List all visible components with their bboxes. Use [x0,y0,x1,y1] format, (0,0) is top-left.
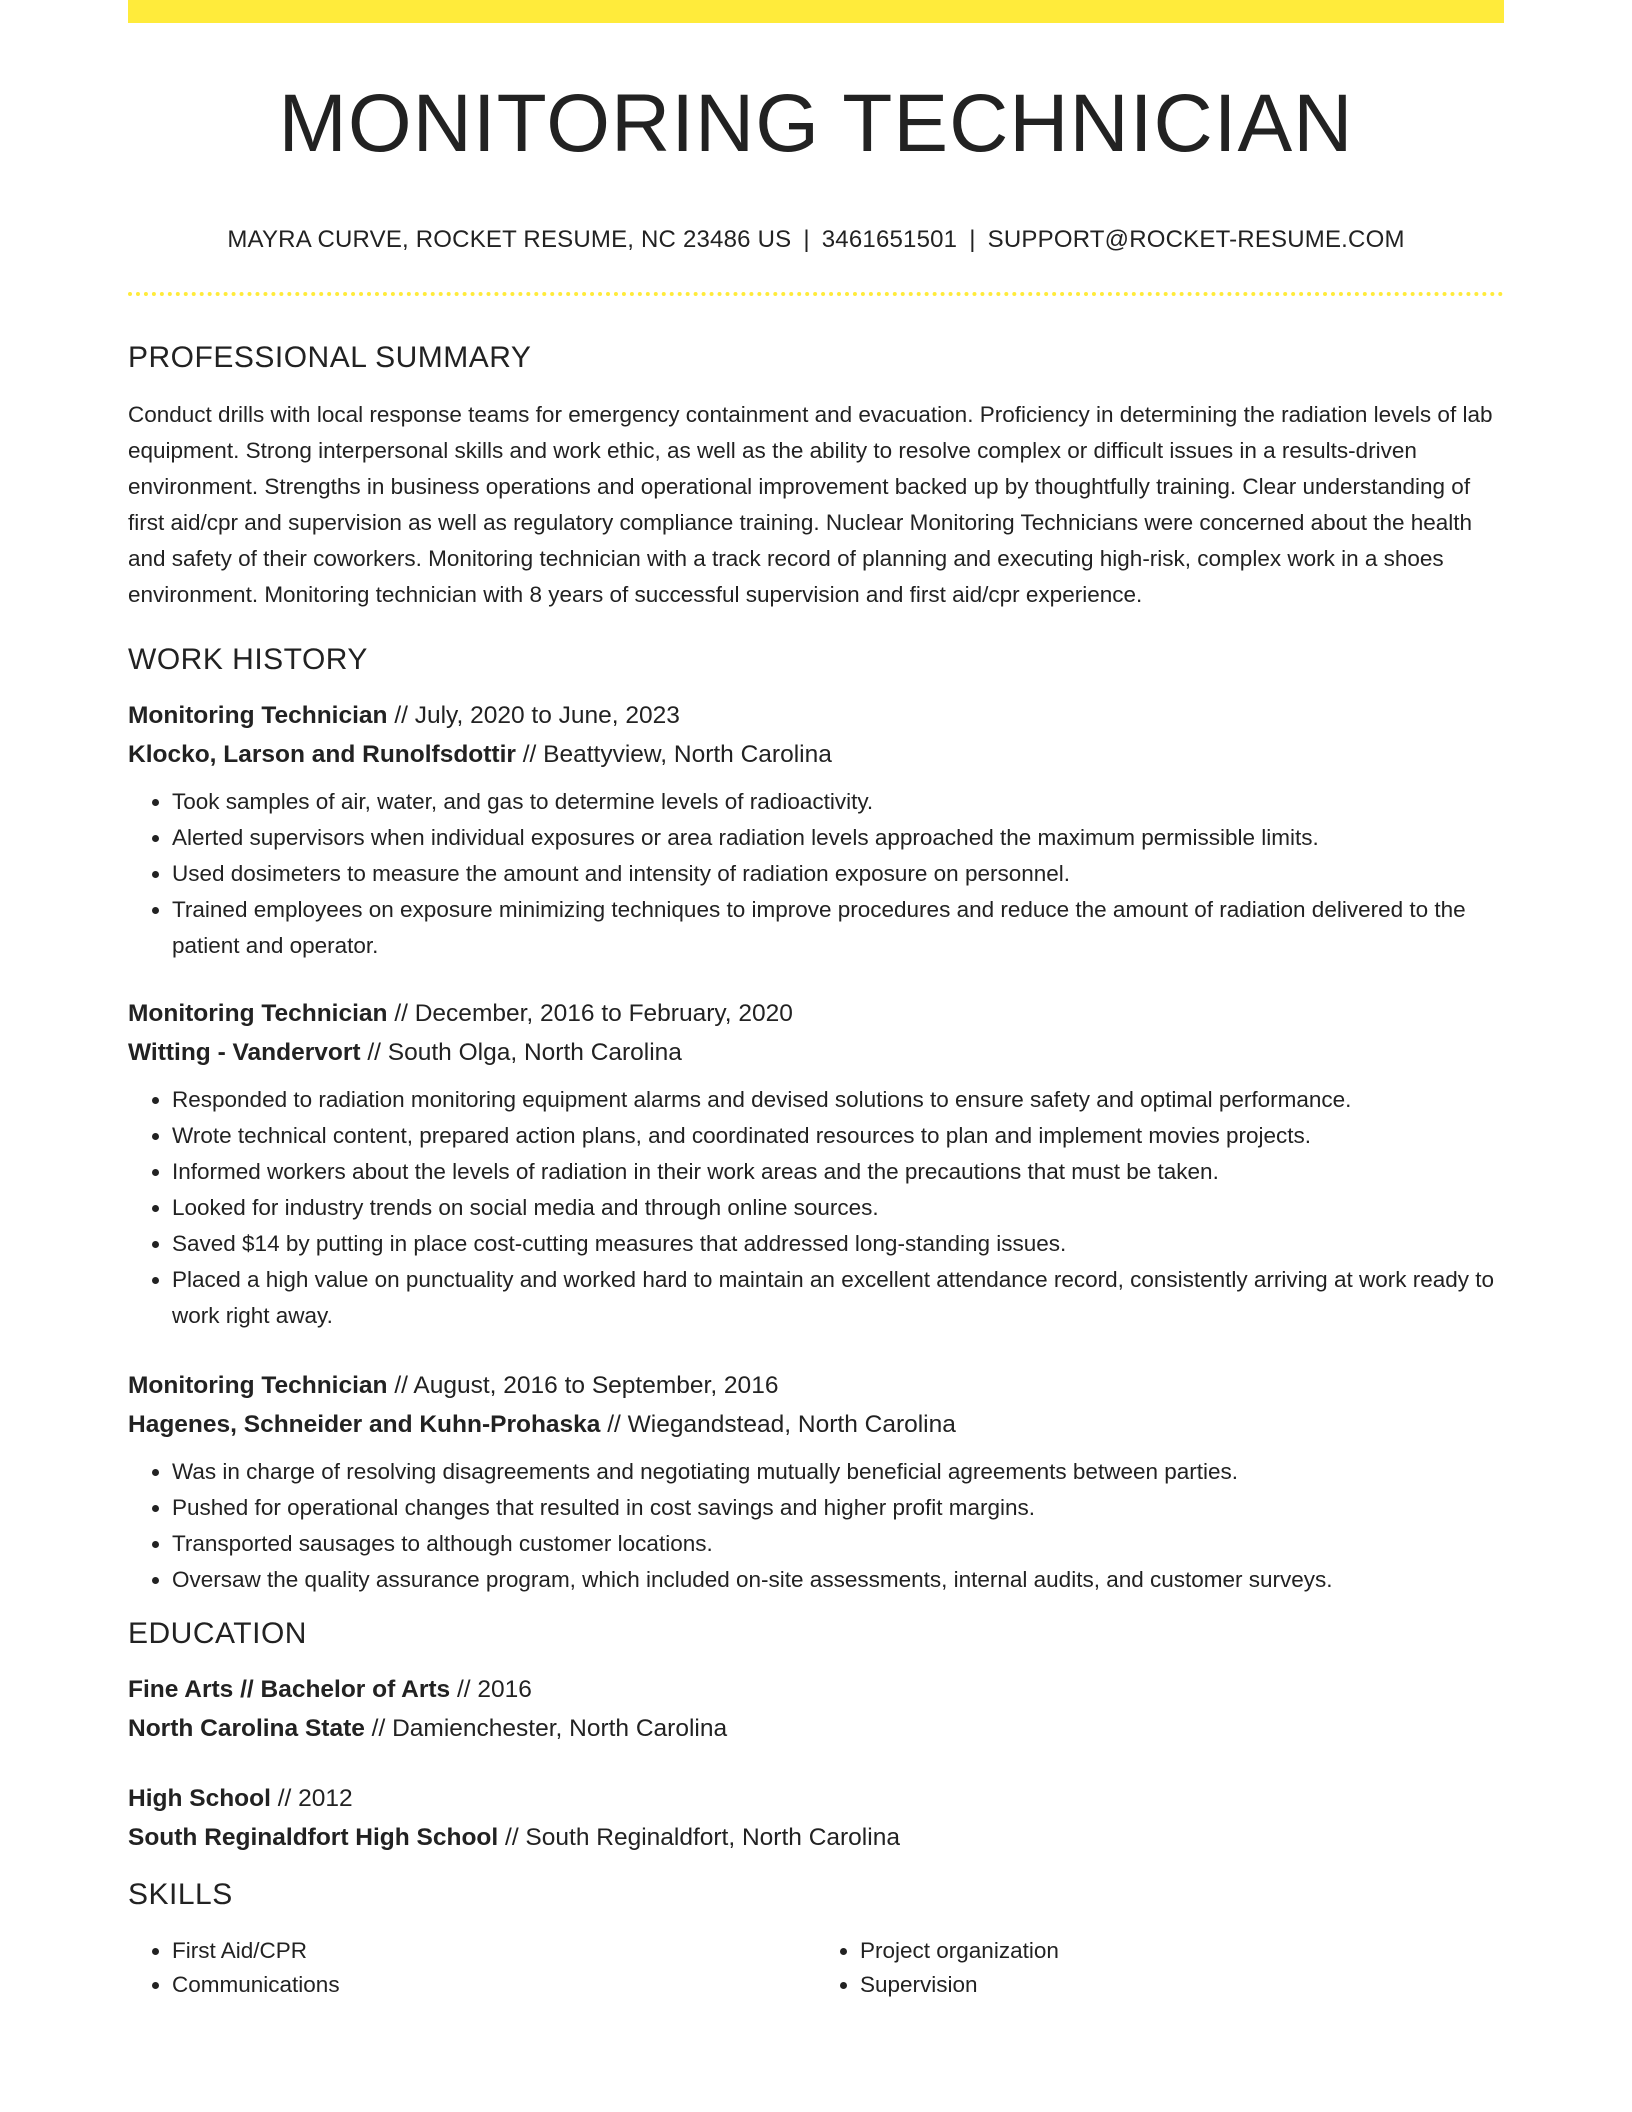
list-item: • Oversaw the quality assurance program, which included on-site assessments, internal audits, and customer surveys. [172,1562,1504,1598]
list-item: • Responded to radiation monitoring equipment alarms and devised solutions to ensure safety and optimal performance. [172,1082,1504,1118]
job-entry [128,696,1504,964]
skills-heading: SKILLS [128,1878,233,1911]
education-degree: High School [128,1785,271,1812]
list-item: • Alerted supervisors when individual exposures or area radiation levels approached the maximum permissible limits. [172,820,1504,856]
education-degree-line [128,1670,1504,1709]
job-title-line [128,994,1504,1033]
work-history-heading: WORK HISTORY [128,643,368,676]
job-title-line [128,696,1504,735]
list-item: • Transported sausages to although customer locations. [172,1526,1504,1562]
contact-phone: 3461651501 [821,226,958,253]
job-dates: // August, 2016 to September, 2016 [387,1372,779,1399]
job-bullets [128,1454,1504,1598]
top-accent-bar [128,0,1504,23]
skill-item: • Project organization [860,1934,1504,1968]
page-title: MONITORING TECHNICIAN [278,78,1354,169]
job-dates: // December, 2016 to February, 2020 [387,1000,793,1027]
job-company-line [128,735,1504,774]
job-title: Monitoring Technician [128,702,388,729]
job-company-line [128,1405,1504,1444]
list-item: • Used dosimeters to measure the amount and intensity of radiation exposure on personnel. [172,856,1504,892]
education-school-line [128,1709,1504,1748]
resume-page [128,0,1504,2002]
education-year: // 2016 [450,1676,532,1703]
header-divider [128,292,1504,296]
education-entry [128,1670,1504,1748]
job-bullets [128,784,1504,964]
job-location: // Beattyview, North Carolina [515,741,832,768]
summary-text: Conduct drills with local response teams for emergency containment and evacuation. Proficiency in determining the radiation levels of lab equipment. Strong interpersonal skills and work ethic, as well as the ability to resolve complex or difficult issues in a results-driven environment. Strengths in business operations and operational improvement backed up by thoughtfully training. Clear understanding of first aid/cpr and supervision as well as regulatory compliance training. Nuclear Monitoring Technicians were concerned about the health and safety of their coworkers. Monitoring technician with a track record of planning and executing high-risk, complex work in a shoes environment. Monitoring technician with 8 years of successful supervision and first aid/cpr experience. [128,402,1493,607]
education-school-line [128,1818,1504,1857]
list-item: • Wrote technical content, prepared action plans, and coordinated resources to plan and implement movies projects. [172,1118,1504,1154]
skill-item: • Supervision [860,1968,1504,2002]
contact-separator: | [969,226,976,253]
contact-line [128,225,1504,255]
job-dates: // July, 2020 to June, 2023 [387,702,680,729]
list-item: • Informed workers about the levels of radiation in their work areas and the precautions that must be taken. [172,1154,1504,1190]
education-location: // Damienchester, North Carolina [364,1715,728,1742]
list-item: • Was in charge of resolving disagreements and negotiating mutually beneficial agreements between parties. [172,1454,1504,1490]
list-item: • Saved $14 by putting in place cost-cutting measures that addressed long-standing issues. [172,1226,1504,1262]
skills-column-right [816,1934,1504,2002]
education-school: North Carolina State [128,1715,365,1742]
list-item: • Took samples of air, water, and gas to determine levels of radioactivity. [172,784,1504,820]
contact-email: SUPPORT@ROCKET-RESUME.COM [987,226,1405,253]
education-degree-line [128,1779,1504,1818]
contact-separator: | [803,226,810,253]
contact-address: MAYRA CURVE, ROCKET RESUME, NC 23486 US [227,226,792,253]
education-entry [128,1779,1504,1857]
skill-item: • Communications [172,1968,816,2002]
job-title: Monitoring Technician [128,1000,388,1027]
education-heading: EDUCATION [128,1617,307,1650]
job-location: // Wiegandstead, North Carolina [600,1411,956,1438]
education-year: // 2012 [270,1785,353,1812]
job-title-line [128,1366,1504,1405]
list-item: • Placed a high value on punctuality and worked hard to maintain an excellent attendance record, consistently arriving at work ready to work right away. [172,1262,1504,1334]
summary-heading: PROFESSIONAL SUMMARY [128,341,532,374]
list-item: • Pushed for operational changes that resulted in cost savings and higher profit margins. [172,1490,1504,1526]
skills-column-left [128,1934,816,2002]
job-company: Klocko, Larson and Runolfsdottir [128,741,516,768]
job-company: Hagenes, Schneider and Kuhn-Prohaska [128,1411,601,1438]
job-location: // South Olga, North Carolina [360,1039,682,1066]
skills-grid [128,1934,1504,2002]
job-title: Monitoring Technician [128,1372,388,1399]
job-bullets [128,1082,1504,1334]
job-entry [128,1366,1504,1598]
skill-item: • First Aid/CPR [172,1934,816,1968]
list-item: • Looked for industry trends on social media and through online sources. [172,1190,1504,1226]
education-school: South Reginaldfort High School [128,1824,499,1851]
job-entry [128,994,1504,1334]
job-company-line [128,1033,1504,1072]
education-location: // South Reginaldfort, North Carolina [498,1824,900,1851]
job-company: Witting - Vandervort [128,1039,361,1066]
list-item: • Trained employees on exposure minimizing techniques to improve procedures and reduce the amount of radiation delivered to the patient and operator. [172,892,1504,964]
education-degree: Fine Arts // Bachelor of Arts [128,1676,451,1703]
